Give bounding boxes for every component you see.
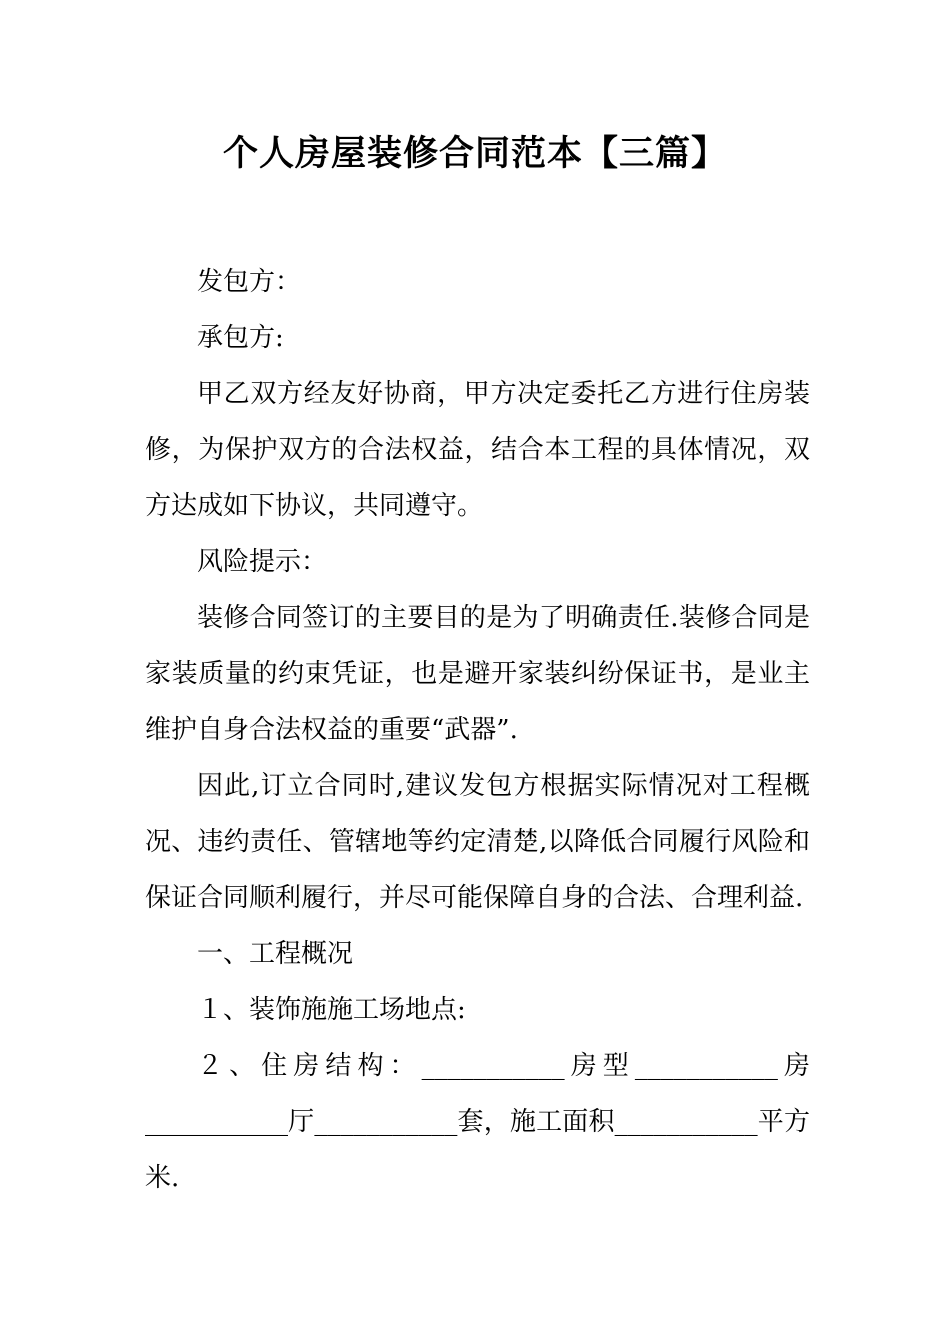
document-title: 个人房屋装修合同范本【三篇】 [222, 134, 727, 174]
paragraph-risk-purpose: 装修合同签订的主要目的是为了明确责任.装修合同是家装质量的约束凭证，也是避开家装纠纷保证书，是业主维护自身合法权益的重要“武器”. [145, 603, 810, 745]
document-body [145, 254, 810, 1206]
paragraph-risk-advice: 因此,订立合同时,建议发包方根据实际情况对工程概况、违约责任、管辖地等约定清楚,以降低合同履行风险和保证合同顺利履行，并尽可能保障自身的合法、合理利益. [145, 771, 810, 913]
paragraph-employer: 发包方： [197, 267, 302, 297]
paragraph-risk-heading: 风险提示： [197, 547, 328, 577]
clause-housing-structure: ２、住房结构：___________房型___________房___________厅___________套，施工面积___________平方米. [145, 1051, 810, 1193]
paragraph-contractor: 承包方: [197, 323, 284, 353]
paragraph-agreement-intro: 甲乙双方经友好协商，甲方决定委托乙方进行住房装修，为保护双方的合法权益，结合本工程的具体情况，双方达成如下协议，共同遵守。 [145, 379, 810, 521]
clause-construction-site: １、装饰施施工场地点: [197, 995, 466, 1025]
section-heading-project-overview: 一、工程概况 [197, 939, 354, 969]
